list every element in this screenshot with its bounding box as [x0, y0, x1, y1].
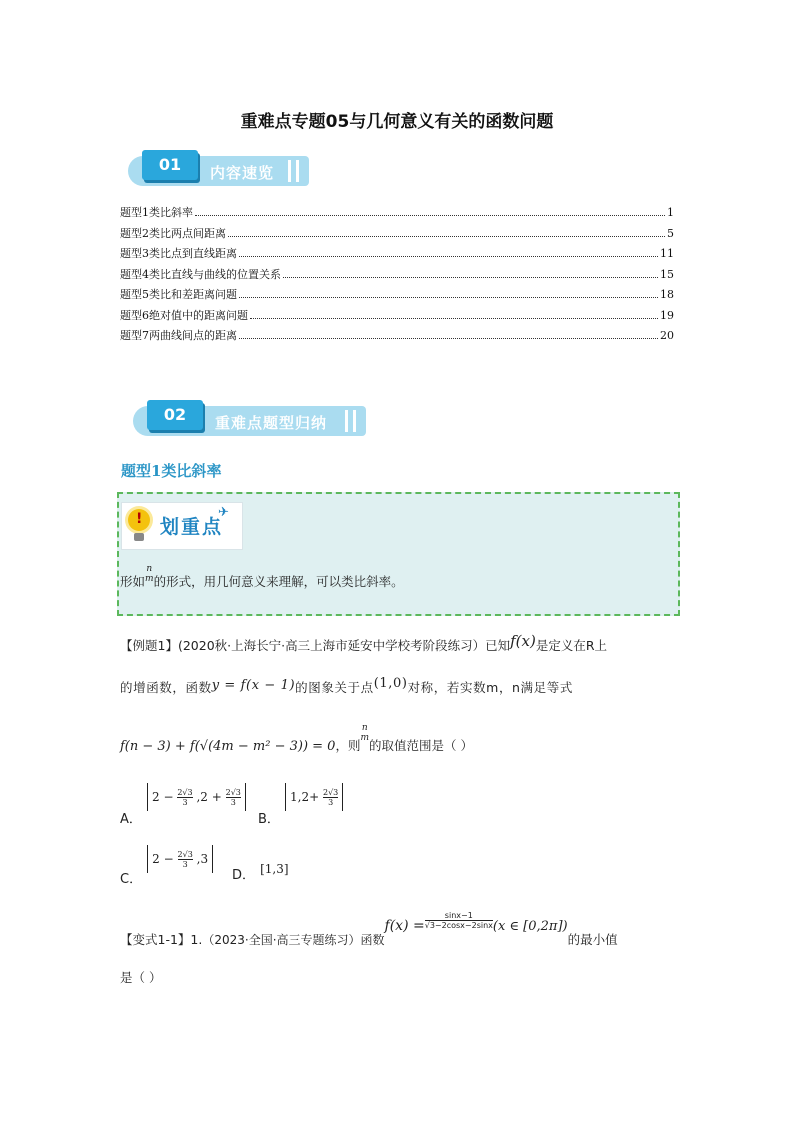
- fraction-n-over-m: [360, 723, 369, 743]
- math-equation: f(n − 3) + f(√(4m − m² − 3)) = 0: [120, 739, 336, 754]
- banner-number: 01: [142, 150, 198, 180]
- toc-page-number: 18: [660, 288, 674, 301]
- toc-row[interactable]: [120, 245, 674, 266]
- expr-part: ,3: [196, 852, 209, 866]
- expr-part: ,2 +: [196, 790, 222, 804]
- option-d[interactable]: [232, 858, 289, 883]
- variant-line-1: [120, 906, 680, 947]
- banner-stripe: [288, 160, 291, 182]
- banner-label: 重难点题型归纳: [215, 414, 328, 432]
- expr-part: 2 −: [152, 790, 174, 804]
- variant-text: 的最小值: [567, 932, 618, 947]
- example-source: (2020秋·上海长宁·高三上海市延安中学校考阶段练习）: [177, 638, 486, 653]
- toc-row[interactable]: [120, 266, 674, 287]
- toc-row[interactable]: [120, 286, 674, 307]
- option-label: A．: [120, 812, 142, 827]
- fraction-numerator: 2√3: [225, 788, 241, 797]
- variant-line-2: 是（ ）: [120, 970, 162, 985]
- fraction-numerator: 2√3: [177, 850, 193, 859]
- toc-leader-dots: [195, 215, 665, 216]
- option-c[interactable]: [120, 845, 213, 887]
- toc-page-number: 11: [660, 247, 674, 260]
- example-text: 的增函数，函数: [120, 680, 212, 695]
- variant-source: （2023·全国·高三专题练习）函数: [202, 933, 385, 947]
- math-point: (1,0): [373, 676, 408, 691]
- toc-label: 题型7两曲线间点的距离: [120, 329, 237, 342]
- fraction-denominator: 3: [226, 797, 241, 807]
- option-a-expression: [147, 783, 246, 811]
- toc-page-number: 19: [660, 308, 674, 322]
- example-text: ，则: [335, 738, 361, 753]
- key-point-label: 划重点: [160, 516, 224, 538]
- fraction-denominator: 3: [177, 797, 192, 807]
- fraction-denominator: 3: [323, 797, 338, 807]
- fraction-numerator: 2√3: [322, 788, 339, 797]
- fraction: [178, 850, 193, 869]
- example-text: 已知: [485, 638, 511, 653]
- fraction-numerator: n: [361, 722, 368, 733]
- fraction-denominator: 3: [178, 859, 193, 869]
- banner-stripe: [296, 160, 299, 182]
- section-heading: 题型1类比斜率: [121, 462, 222, 480]
- toc-label: 题型3类比点到直线距离: [120, 247, 237, 260]
- toc-label: 题型5类比和差距离问题: [120, 288, 237, 301]
- variant-number: 1.: [190, 932, 203, 947]
- math-fx: f(x): [510, 632, 536, 650]
- example-line-3: [120, 722, 473, 757]
- example-line-1: [120, 632, 676, 654]
- option-b-expression: [285, 783, 343, 811]
- fraction-numerator: 2√3: [177, 788, 193, 797]
- toc-page-number: 15: [660, 267, 674, 281]
- variant-fraction: [425, 911, 493, 930]
- example-line-2: [120, 678, 676, 696]
- example-tag: 【例题1】: [120, 638, 178, 653]
- fraction-n-over-m: [145, 564, 154, 584]
- toc-leader-dots: [228, 236, 665, 237]
- example-text: 的图象关于点: [295, 680, 374, 695]
- toc-row[interactable]: [120, 204, 674, 225]
- option-b[interactable]: [258, 783, 343, 827]
- exclamation-icon: !: [136, 511, 143, 527]
- toc-leader-dots: [239, 256, 658, 257]
- example-text: 是定义在R上: [535, 638, 608, 653]
- fraction: [323, 788, 338, 807]
- toc-label: 题型2类比两点间距离: [120, 226, 226, 240]
- toc-page-number: 5: [667, 226, 674, 240]
- option-label: B．: [258, 812, 280, 827]
- toc-row[interactable]: [120, 307, 674, 328]
- expr-part: 2 −: [152, 852, 174, 866]
- variant-tag: 【变式1-1】: [120, 932, 191, 947]
- fraction-numerator: n: [146, 563, 153, 574]
- key-point-badge: [121, 502, 243, 550]
- toc-page-number: 1: [667, 206, 674, 219]
- banner-label: 内容速览: [210, 164, 275, 182]
- expr-part: 1,2+: [290, 790, 320, 804]
- paper-plane-icon: ✈: [218, 505, 229, 520]
- math-domain: (x ∈ [0,2π]): [492, 919, 568, 934]
- fraction-numerator: sinx−1: [444, 911, 473, 920]
- key-point-text: [120, 563, 404, 593]
- toc-label: 题型1类比斜率: [120, 206, 193, 219]
- example-text: 的取值范围是（ ）: [369, 738, 473, 753]
- key-point-prefix: 形如: [120, 574, 146, 589]
- banner-stripe: [345, 410, 348, 432]
- key-point-body: 的形式，用几何意义来理解，可以类比斜率。: [153, 574, 404, 589]
- option-c-expression: [147, 845, 213, 873]
- section-banner-types: [133, 400, 366, 436]
- fraction-denominator: m: [360, 732, 370, 743]
- toc-leader-dots: [239, 297, 658, 298]
- math-function: y = f(x − 1): [211, 678, 296, 693]
- toc-leader-dots: [283, 277, 658, 278]
- fraction-denominator: √3−2cosx−2sinx: [424, 921, 493, 930]
- example-text: 对称，若实数m，n满足等式: [407, 680, 573, 695]
- toc-leader-dots: [239, 338, 658, 339]
- option-label: D．: [232, 868, 256, 883]
- toc-label: 题型4类比直线与曲线的位置关系: [120, 267, 281, 281]
- math-lhs: f(x) =: [384, 918, 425, 934]
- table-of-contents: [120, 204, 674, 348]
- toc-page-number: 20: [660, 329, 674, 342]
- page-title: 重难点专题05与几何意义有关的函数问题: [240, 112, 554, 132]
- fraction: [177, 788, 192, 807]
- toc-row[interactable]: [120, 327, 674, 348]
- section-banner-overview: [128, 150, 309, 186]
- banner-stripe: [353, 410, 356, 432]
- fraction-denominator: m: [145, 573, 154, 584]
- fraction: [226, 788, 241, 807]
- option-a[interactable]: [120, 783, 246, 827]
- toc-label: 题型6绝对值中的距离问题: [120, 308, 248, 322]
- banner-number: 02: [147, 400, 203, 430]
- toc-row[interactable]: [120, 225, 674, 246]
- option-d-value: [1,3]: [260, 862, 289, 876]
- toc-leader-dots: [250, 318, 658, 319]
- lightbulb-base: [134, 533, 144, 541]
- option-label: C．: [120, 872, 143, 887]
